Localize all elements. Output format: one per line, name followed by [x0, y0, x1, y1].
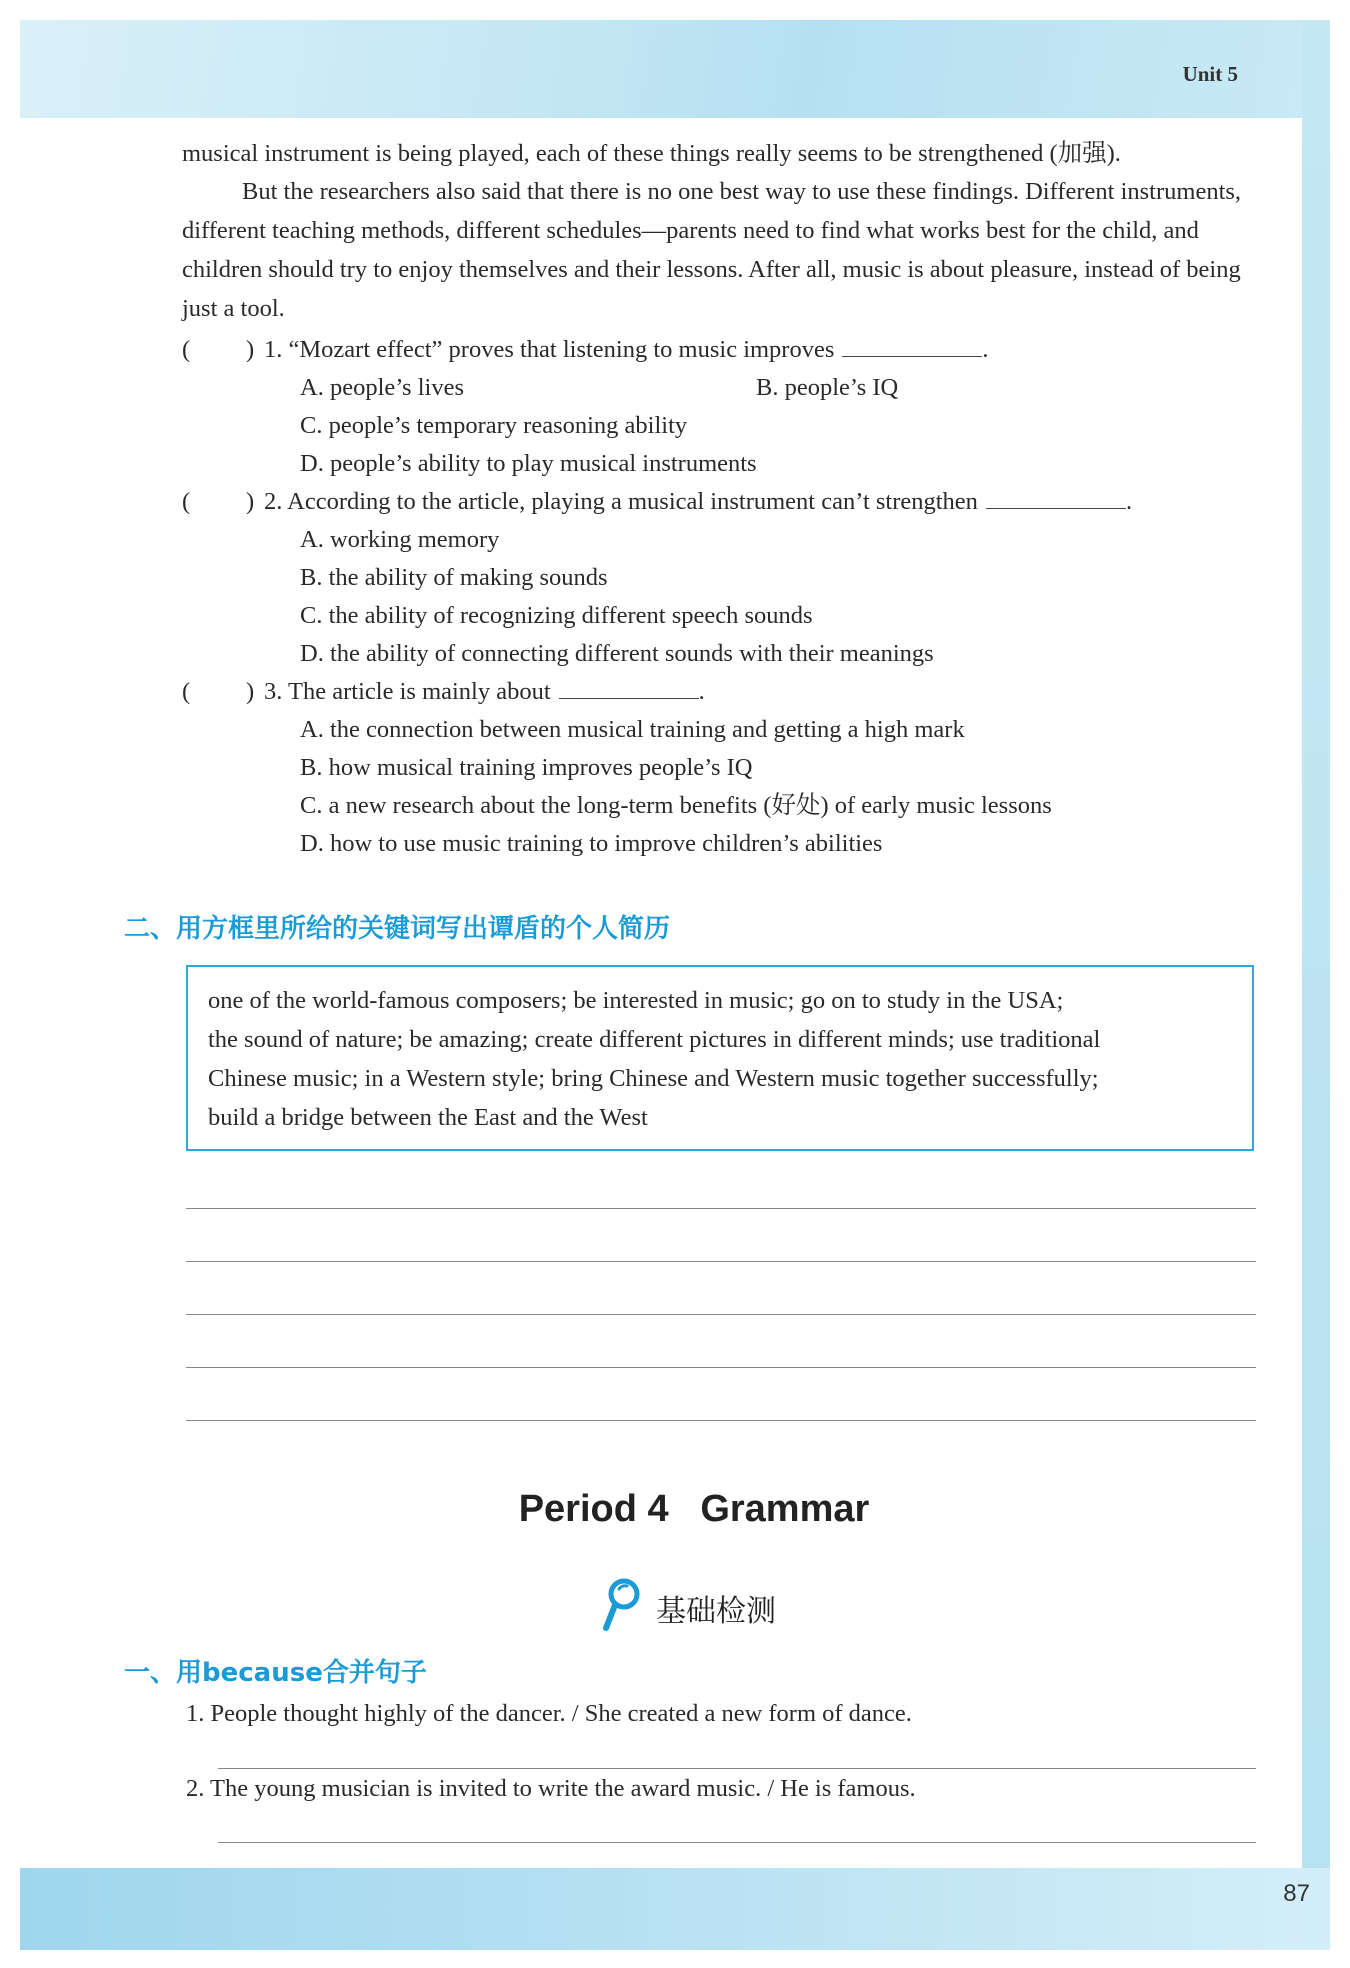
answer-paren-close: ) [246, 336, 255, 363]
page-number: 87 [1283, 1880, 1310, 1907]
question-stem [264, 482, 1132, 521]
question-2 [182, 482, 1262, 521]
unit-label: Unit 5 [1182, 62, 1238, 86]
question-3 [182, 672, 1262, 711]
question-1 [182, 330, 1262, 369]
option-c: C. the ability of recognizing different speech sounds [300, 602, 813, 629]
option-a: A. the connection between musical training and getting a high mark [300, 716, 965, 743]
answer-paren-close: ) [246, 488, 255, 515]
answer-paren-open: ( [182, 336, 191, 363]
writing-line[interactable] [186, 1367, 1256, 1368]
writing-line[interactable] [186, 1261, 1256, 1262]
question-end: . [1125, 488, 1133, 515]
option-b: B. the ability of making sounds [300, 564, 608, 591]
keyword-box [186, 965, 1254, 1151]
page-frame-bottom [20, 1868, 1330, 1950]
writing-line[interactable] [186, 1420, 1256, 1421]
question-text: 3. The article is mainly about [264, 678, 551, 705]
period-title: Period 4 Grammar [518, 1488, 870, 1530]
option-b: B. how musical training improves people’s IQ [300, 754, 753, 781]
answer-paren-open: ( [182, 488, 191, 515]
writing-line[interactable] [186, 1208, 1256, 1209]
question-text: 1. “Mozart effect” proves that listening to music improves [264, 336, 835, 363]
question-stem [264, 330, 989, 369]
option-b: B. people’s IQ [756, 374, 899, 401]
question-stem [264, 672, 705, 711]
answer-paren-open: ( [182, 678, 191, 705]
keyword-line: Chinese music; in a Western style; bring Chinese and Western music together successfully; [208, 1065, 1099, 1092]
answer-line[interactable] [218, 1842, 1256, 1843]
sentence-item: 1. People thought highly of the dancer. / She created a new form of dance. [186, 1700, 912, 1727]
section-heading: 一、用because合并句子 [124, 1658, 427, 1688]
keyword-line: one of the world-famous composers; be interested in music; go on to study in the USA; [208, 987, 1064, 1014]
option-d: D. the ability of connecting different sounds with their meanings [300, 640, 934, 667]
question-end: . [982, 336, 989, 363]
magnifier-icon [600, 1576, 644, 1636]
subheading: 基础检测 [656, 1594, 776, 1629]
answer-blank[interactable] [842, 334, 982, 357]
option-c: C. people’s temporary reasoning ability [300, 412, 688, 439]
option-a: A. working memory [300, 526, 500, 553]
keyword-line: build a bridge between the East and the West [208, 1104, 648, 1131]
answer-blank[interactable] [986, 486, 1126, 509]
answer-paren-close: ) [246, 678, 255, 705]
sentence-item: 2. The young musician is invited to write the award music. / He is famous. [186, 1775, 916, 1802]
question-end: . [698, 678, 705, 705]
option-d: D. how to use music training to improve children’s abilities [300, 830, 883, 857]
section-heading: 二、用方框里所给的关键词写出谭盾的个人简历 [124, 914, 671, 944]
page-frame-right [1302, 20, 1330, 1950]
keyword-line: the sound of nature; be amazing; create different pictures in different minds; use traditional [208, 1026, 1101, 1053]
passage-line: musical instrument is being played, each of these things really seems to be strengthened (加强). [182, 140, 1121, 167]
writing-line[interactable] [186, 1314, 1256, 1315]
passage-paragraph: But the researchers also said that there is no one best way to use these findings. Different instruments, different teaching methods, different schedules—parents need to find what works best for the child, and children should try to enjoy themselves and their lessons. After all, music is about pleasure, instead of being just a tool. [182, 178, 1242, 322]
question-text: 2. According to the article, playing a musical instrument can’t strengthen [264, 488, 978, 515]
answer-blank[interactable] [559, 676, 699, 699]
option-c: C. a new research about the long-term benefits (好处) of early music lessons [300, 792, 1052, 819]
option-a: A. people’s lives [300, 374, 464, 401]
option-d: D. people’s ability to play musical instruments [300, 450, 757, 477]
page-frame-top [20, 20, 1330, 120]
